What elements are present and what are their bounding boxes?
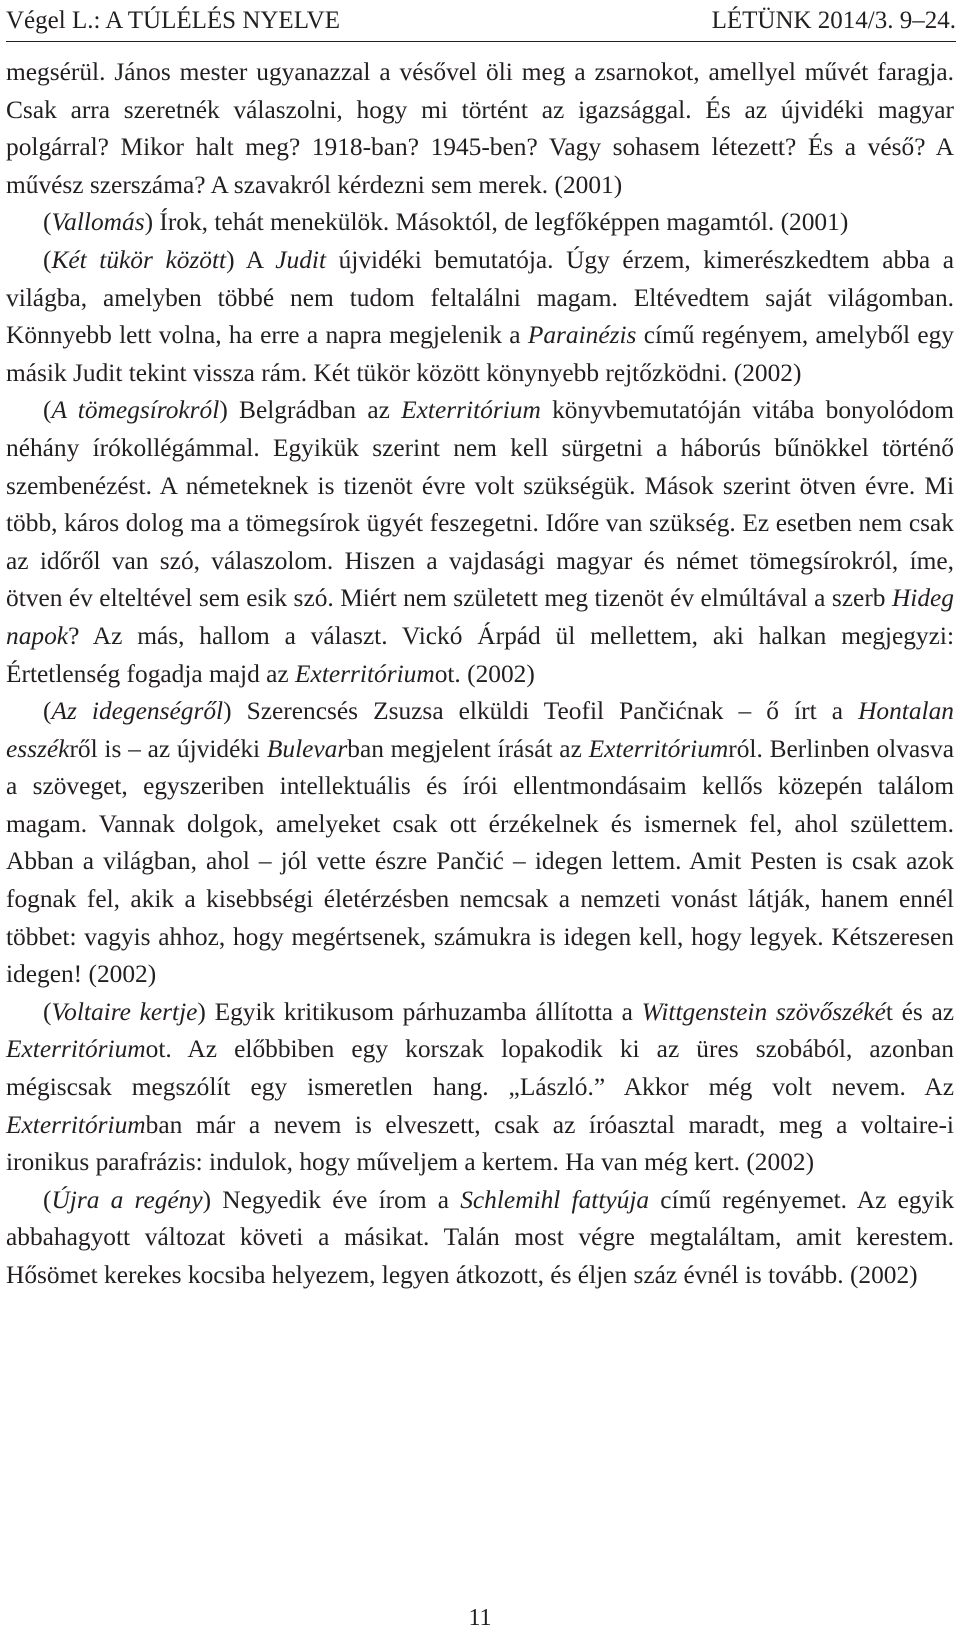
running-head [0, 4, 960, 38]
italic-title: Két tükör között [51, 245, 227, 274]
italic-title: Az idegenségről [51, 697, 224, 726]
text-run: ban már a nevem is elveszett, csak az íróasztal maradt, meg a voltaire-i ironikus parafrázis: indulok, hogy műveljem a kertem. Ha van még kert. (2002) [6, 1110, 954, 1177]
italic-title: Judit [275, 245, 327, 274]
text-run: ről is – az újvidéki [69, 734, 267, 763]
text-run: című regényem, amelyből egy másik Judit tekint vissza rám. Két tükör között könynyebb rejtőzködni. (2002) [6, 321, 954, 387]
italic-title: Újra a regény [51, 1185, 203, 1214]
text-run: könyvbemutatóján vitába bonyolódom néhány írókollégámmal. Egyikük szerint nem kell sürgetni a háborús bűnökkel történő szembenézést. A németeknek is tizenöt évre volt szükségük. Mások szerint ötven évre. Mi több, káros dolog ma a tömegsírok ügyét feszegetni. Időre van szükség. Ez esetben nem csak az időről van szó, válaszolom. Hiszen a vajdasági magyar és német tömegsírokról, íme, ötven év elteltével sem esik szó. Miért nem született meg tizenöt év elmúltával a szerb [6, 396, 954, 613]
text-run: ( [43, 245, 52, 274]
text-run: ( [43, 396, 52, 425]
text-run: ? Az más, hallom a választ. Vickó Árpád ül mellettem, aki halkan megjegyzi: Értetlenség fogadja majd az [6, 621, 954, 688]
text-run: ról. Berlinben olvasva a szöveget, egyszeriben intellektuális és írói ellentmondásaim kellős közepén találom magam. Vannak dolgok, amelyeket csak ott érzékelnek és ismernek fel, ahol születtem. Abban a világban, ahol – jól vette észre Pančić – idegen lettem. Amit Pesten is csak azok fognak fel, akik a kisebbségi életérzésben nemcsak a nemzeti vonást látják, hanem ennél többet: vagyis ahhoz, hogy megértsenek, számukra is idegen kell, hogy legyek. Kétszeresen idegen! (2002) [6, 734, 955, 989]
italic-title: Bulevar [266, 734, 348, 763]
diary-entry-voltaire-kertje [6, 994, 954, 1182]
diary-entry-az-idegensegrol [6, 693, 954, 994]
italic-title: Exterritórium [295, 659, 435, 688]
text-run: ban megjelent írását az [347, 734, 589, 763]
italic-title: Exterritórium [6, 1035, 146, 1064]
diary-entry-vallomas [6, 204, 954, 242]
text-run: ) Negyedik éve írom a [202, 1185, 461, 1214]
italic-title: Wittgenstein szövőszéké [641, 997, 886, 1026]
text-run: ) Belgrádban az [219, 396, 402, 425]
header-rule [6, 41, 956, 42]
text-run: ( [43, 997, 52, 1026]
running-head-author-title: Végel L.: A TÚLÉLÉS NYELVE [6, 7, 340, 34]
italic-title: Parainézis [527, 321, 637, 350]
italic-title: Vallomás [51, 208, 145, 237]
text-run: t és az [885, 997, 954, 1026]
text-run: ) A [226, 245, 276, 274]
body-text [6, 54, 954, 1295]
diary-entry-ujra-a-regeny [6, 1182, 954, 1295]
italic-title: Exterritórium [401, 396, 541, 425]
text-run: ( [43, 208, 52, 237]
diary-entry-ket-tukor-kozott [6, 242, 954, 392]
italic-title: Schlemihl fattyúja [460, 1185, 650, 1214]
text-run: megsérül. János mester ugyanazzal a vésővel öli meg a zsarnokot, amellyel művét faragja. Csak arra szeretnék válaszolni, hogy mi történt az igazsággal. És az újvidéki magyar polgárral? Mikor halt meg? 1918-ban? 1945-ben? Vagy sohasem létezett? És a véső? A művész szerszáma? A szavakról kérdezni sem merek. (2001) [6, 58, 954, 199]
text-run: ) Írok, tehát menekülök. Másoktól, de legfőképpen magamtól. (2001) [144, 208, 849, 237]
page-number: 11 [468, 1605, 492, 1631]
paragraph [6, 54, 954, 204]
italic-title: Voltaire kertje [51, 997, 198, 1026]
italic-title: Hontalan esszék [6, 697, 954, 763]
text-run: újvidéki bemutatója. Úgy érzem, kimerészkedtem abba a világba, amelyben többé nem tudom feltalálni magam. Eltévedtem saját világomban. Könnyebb lett volna, ha erre a napra megjelenik a [6, 245, 955, 350]
text-run: ) Egyik kritikusom párhuzamba állította a [197, 997, 642, 1026]
text-run: ) Szerencsés Zsuzsa elküldi Teofil Pančićnak – ő írt a [223, 697, 859, 726]
text-run: ot. (2002) [434, 659, 535, 688]
text-run: ( [43, 1185, 52, 1214]
italic-title: Exterritórium [6, 1110, 146, 1139]
italic-title: Hideg napok [6, 584, 954, 650]
text-run: című regényemet. Az egyik abbahagyott változat követi a másikat. Talán most végre megtaláltam, amit kerestem. Hősömet kerekes kocsiba helyezem, legyen átkozott, és éljen száz évnél is tovább. (2002) [6, 1185, 955, 1289]
text-run: ( [43, 697, 52, 726]
italic-title: A tömegsírokról [51, 396, 220, 425]
text-run: ot. Az előbbiben egy korszak lopakodik ki az üres szobából, azonban mégiscsak megszólít egy ismeretlen hang. „László.” Akkor még volt nevem. Az [6, 1035, 954, 1102]
diary-entry-a-tomegsirokrol [6, 392, 954, 693]
running-head-journal: LÉTÜNK 2014/3. 9–24. [711, 7, 956, 34]
italic-title: Exterritórium [588, 734, 729, 763]
